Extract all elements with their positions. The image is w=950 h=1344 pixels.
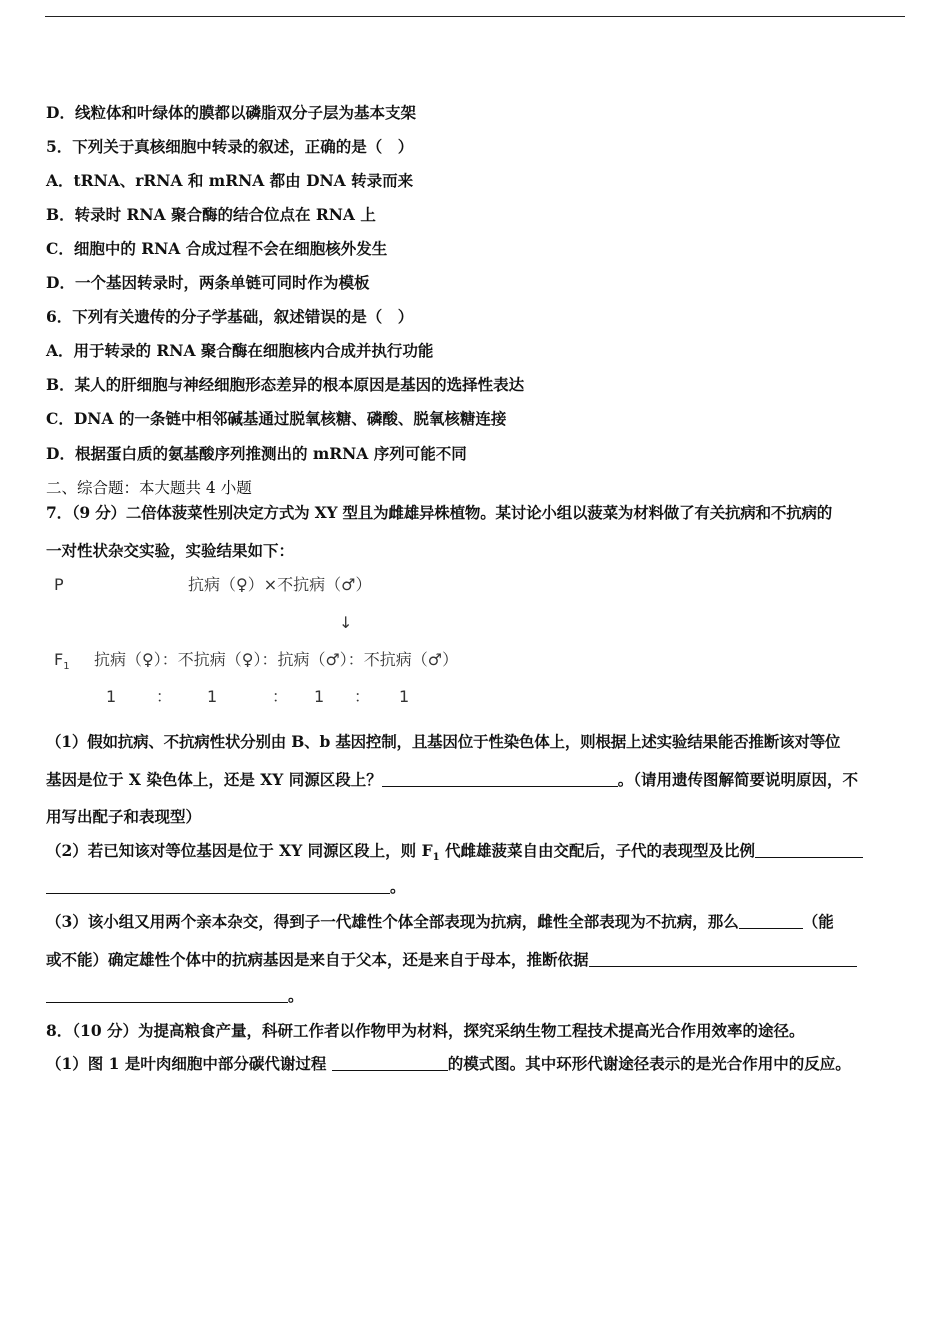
q6-option-c: C．DNA 的一条链中相邻碱基通过脱氧核糖、磷酸、脱氧核糖连接 xyxy=(46,409,507,428)
q7-stem-line1: 7．（9 分）二倍体菠菜性别决定方式为 XY 型且为雌雄异株植物。某讨论小组以菠菜为材料做了有关抗病和不抗病的 xyxy=(46,503,833,522)
ratio-2: 1 xyxy=(207,687,218,706)
answer-blank[interactable] xyxy=(332,1056,448,1071)
q5-option-c: C．细胞中的 RNA 合成过程不会在细胞核外发生 xyxy=(46,239,388,258)
ratio-3: 1 xyxy=(314,687,325,706)
q7-part3-line3: 。 xyxy=(46,986,304,1006)
answer-blank[interactable] xyxy=(739,914,803,929)
section-heading: 二、综合题：本大题共 4 小题 xyxy=(46,479,252,497)
ratio-sep-2: ： xyxy=(272,687,289,706)
answer-blank[interactable] xyxy=(755,843,863,858)
q6-stem: 6．下列有关遗传的分子学基础，叙述错误的是（ ） xyxy=(46,307,414,326)
q7-part2-line2: 。 xyxy=(46,877,406,897)
q7-part1-line1: （1）假如抗病、不抗病性状分别由 B、b 基因控制，且基因位于性染色体上，则根据上述实验结果能否推断该对等位 xyxy=(46,732,841,751)
answer-blank[interactable] xyxy=(46,879,390,894)
header-rule xyxy=(45,16,905,17)
answer-blank[interactable] xyxy=(382,772,618,787)
q5-option-b: B．转录时 RNA 聚合酶的结合位点在 RNA 上 xyxy=(46,205,376,224)
q7-part2-line1: （2）若已知该对等位基因是位于 XY 同源区段上，则 $F_1$ 代雌雄菠菜自由交配后，子代的表现型及比例 xyxy=(46,841,863,868)
q5-option-d: D．一个基因转录时，两条单链可同时作为模板 xyxy=(46,273,370,292)
ratio-sep-1: ： xyxy=(156,687,173,706)
cross-f1-label: $F_1$ xyxy=(54,650,70,673)
answer-blank[interactable] xyxy=(589,952,857,967)
q7-stem-line2: 一对性状杂交实验，实验结果如下： xyxy=(46,541,295,560)
q5-option-a: A．tRNA、rRNA 和 mRNA 都由 DNA 转录而来 xyxy=(46,171,414,190)
ratio-sep-3: ： xyxy=(354,687,371,706)
q6-option-b: B．某人的肝细胞与神经细胞形态差异的根本原因是基因的选择性表达 xyxy=(46,375,525,394)
q6-option-a: A．用于转录的 RNA 聚合酶在细胞核内合成并执行功能 xyxy=(46,341,434,360)
q7-part3-line2: 或不能）确定雄性个体中的抗病基因是来自于父本，还是来自于母本，推断依据 xyxy=(46,950,857,970)
q7-part1-line2: 基因是位于 X 染色体上，还是 XY 同源区段上？ 。（请用遗传图解简要说明原因，不 xyxy=(46,770,858,789)
q8-stem: 8．（10 分）为提高粮食产量，科研工作者以作物甲为材料，探究采纳生物工程技术提高光合作用效率的途径。 xyxy=(46,1021,805,1040)
ratio-1: 1 xyxy=(106,687,117,706)
cross-p-text: 抗病（♀）×不抗病（♂） xyxy=(188,575,372,594)
answer-blank[interactable] xyxy=(46,988,288,1003)
ratio-4: 1 xyxy=(399,687,410,706)
cross-arrow: ↓ xyxy=(339,613,353,632)
cross-p-label: P xyxy=(54,575,64,594)
q5-stem: 5．下列关于真核细胞中转录的叙述，正确的是（ ） xyxy=(46,137,414,156)
q4-option-d: D．线粒体和叶绿体的膜都以磷脂双分子层为基本支架 xyxy=(46,103,416,122)
q8-part1: （1）图 1 是叶肉细胞中部分碳代谢过程 的模式图。其中环形代谢途径表示的是光合作用中的反应。 xyxy=(46,1054,851,1073)
q7-part1-line3: 用写出配子和表现型） xyxy=(46,807,202,826)
q7-part3-line1: （3）该小组又用两个亲本杂交，得到子一代雄性个体全部表现为抗病，雌性全部表现为不抗病，那么 （能 xyxy=(46,912,834,931)
q6-option-d: D．根据蛋白质的氨基酸序列推测出的 mRNA 序列可能不同 xyxy=(46,444,467,463)
cross-f1-text: 抗病（♀）：不抗病（♀）：抗病（♂）：不抗病（♂） xyxy=(94,650,459,669)
